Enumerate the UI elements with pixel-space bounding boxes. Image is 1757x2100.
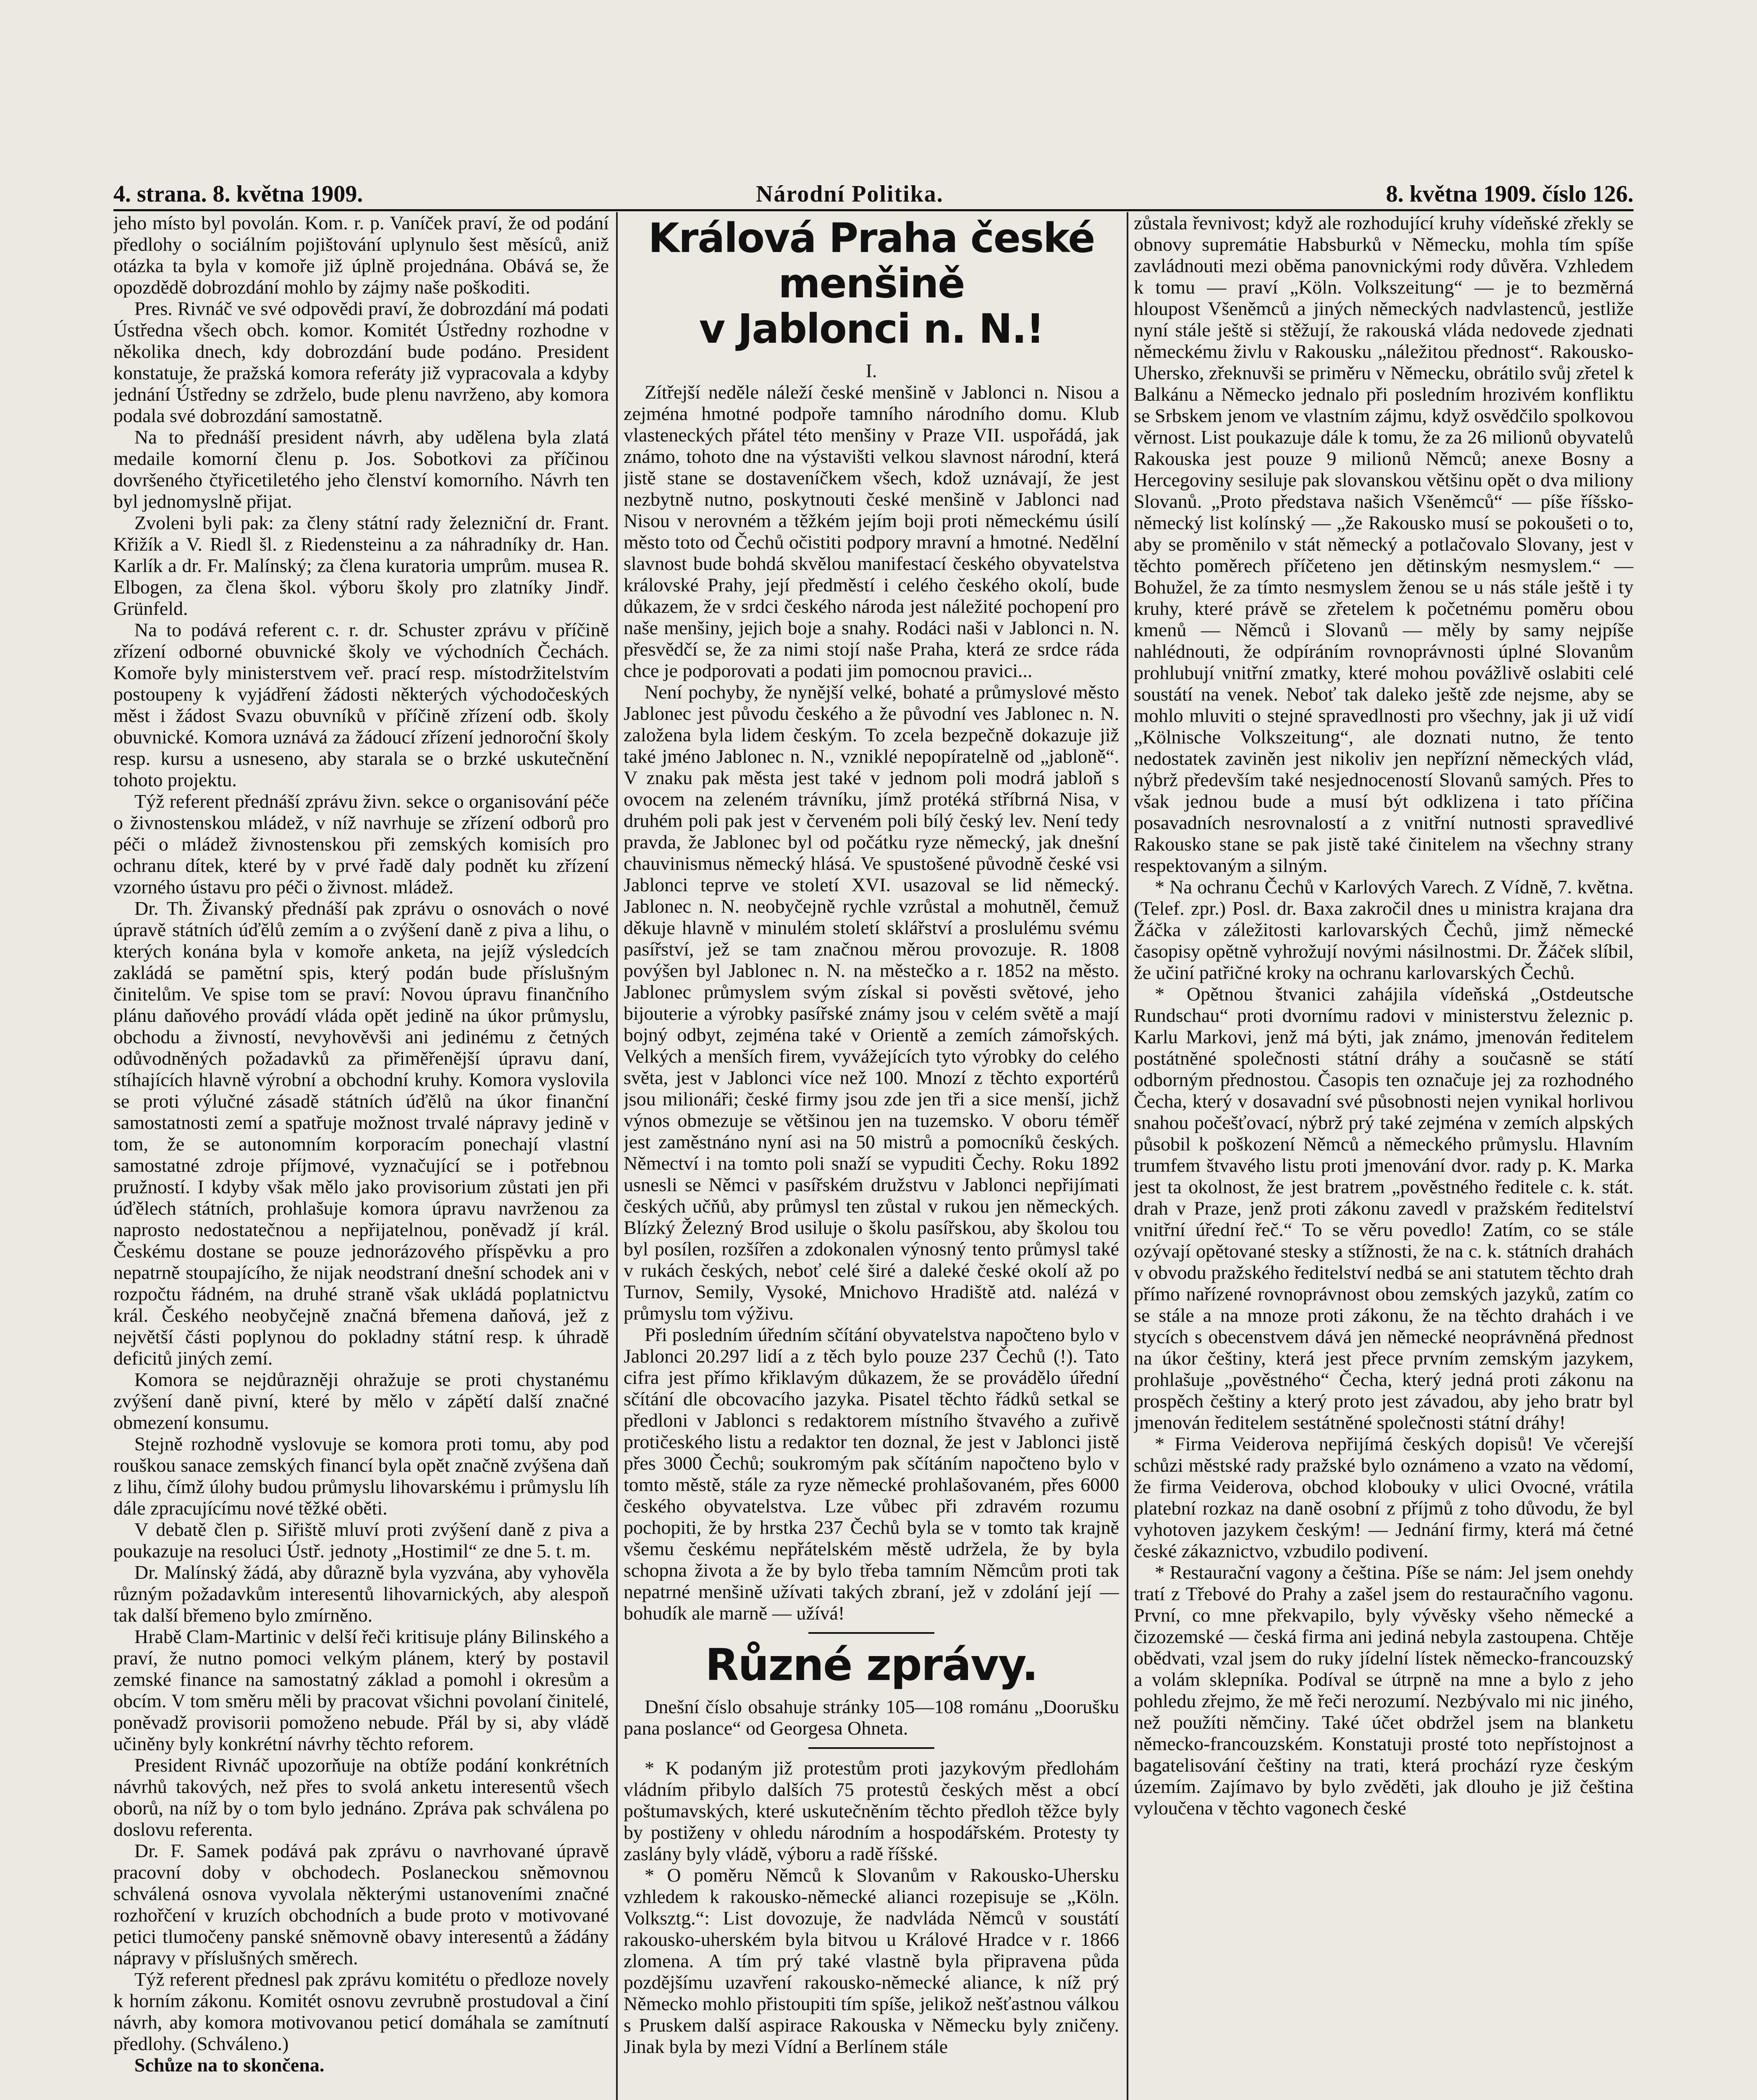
paragraph: Týž referent přednesl pak zprávu komitétu o předloze novely k horním zákonu. Komitét osnovu zevrubně prostudoval a činí návrh, aby komora motivovanou peticí domáhala se zamítnutí předlohy. (Schváleno.) — [113, 1969, 609, 2054]
paragraph: Dr. Malínský žádá, aby důrazně byla vyzvána, aby vyhověla různým požadavkům interesentů lihovarnických, aby alespoň tak další břemeno bylo zmírněno. — [113, 1562, 609, 1626]
paragraph: Není pochyby, že nynější velké, bohaté a průmyslové město Jablonec jest původu českého a že původní ves Jablonec n. N. založena byla lidem českým. To zcela bezpečně dokazuje již také jméno Jablonec n. N., vzniklé nepopíratelně od „jabloně“. V znaku pak města jest také v jednom poli modrá jabloň s ovocem na zeleném trávníku, jímž protéká stříbrná Nisa, v druhém poli pak jest v červeném poli bílý český lev. Není tedy pravda, že Jablonec byl od počátku ryze německý, jak dnešní chauvinismus německý hlásá. Ve spustošené původně české vsi Jablonci teprve ve století XVI. usazoval se lid německý. Jablonec n. N. neobyčejně rychle vzrůstal a mohutněl, čemuž děkuje hlavně v minulém století sklářství a proslulému svému pasířství, jež se tam značnou měrou provozuje. R. 1808 povýšen byl Jablonec n. N. na městečko a r. 1852 na město. Jablonec průmyslem svým získal si pověsti světové, jeho bijouterie a výrobky pasířské známy jsou v celém světě a mají bojný odbyt, zejména také v Orientě a zemích zámořských. Velkých a menších firem, vyvážejících tyto výrobky do celého světa, jest v Jablonci více než 100. Mnozí z těchto exportérů jsou milionáři; české firmy jsou zde jen tři a sice menší, jichž výnos obmezuje se většinou jen na tuzemsko. V oboru téměř jest zaměstnáno nyní asi na 50 mistrů a pomocníků českých. Němectví i na tomto poli snaží se vypuditi Čechy. Roku 1892 usnesli se Němci v pasířském družstvu v Jablonci nepřijímati českých učňů, aby průmysl ten zůstal v rukou jen německých. Blízký Železný Brod usiluje o školu pasířskou, aby školou tou byl posílen, rozšířen a zdokonalen výnosný tento průmysl také v rukách českých, neboť celé širé a daleké české okolí až po Turnov, Semily, Vysoké, Mnichovo Hradiště atd. nalézá v průmyslu tom výživu. — [624, 681, 1119, 1324]
column-divider-1 — [616, 212, 618, 2100]
paragraph: Dr. F. Samek podává pak zprávu o navrhované úpravě pracovní doby v obchodech. Poslaneckou sněmovnou schválená osnova vyvolala některými ustanoveními značné rozhořčení v kruzích obchodních a bude proto v motivované petici tlumočeny panské sněmovně obavy interesentů a žádány nápravy v příslušných směrech. — [113, 1840, 609, 1969]
paragraph: Týž referent přednáší zprávu živn. sekce o organisování péče o živnostenskou mládež, v níž navrhuje se zřízení odborů pro péči o mládež živnostenskou při zemských komisích pro ochranu dítek, které by v prvé řadě daly podnět ku zřízení vzorného ústavu pro péči o živnost. mládež. — [113, 790, 609, 898]
section-divider — [808, 1632, 934, 1634]
section-divider — [808, 1747, 934, 1749]
news-item: * Firma Veiderova nepřijímá českých dopisů! Ve včerejší schůzi městské rady pražské bylo oznámeno a vzato na vědomí, že firma Veiderova, obchod klobouky v ulici Ovocné, vrátila platební rozkaz na daně osobní z příjmů z toho důvodu, že byl vyhotoven jazykem českým! — Jednání firmy, která má četné české zákaznictvo, vzbudilo podivení. — [1134, 1433, 1634, 1562]
news-lead: Dnešní číslo obsahuje stránky 105—108 románu „Doorušku pana poslance“ od Georgesa Ohneta. — [624, 1696, 1119, 1739]
news-item: * Opětnou štvanici zahájila vídeňská „Ostdeutsche Rundschau“ proti dvornímu radovi v ministerstvu železnic p. Karlu Markovi, jenž má býti, jak známo, jmenován ředitelem postátněné společnosti státní dráhy a současně se státí odborným přednostou. Časopis ten označuje jej za rozhodného Čecha, který v dosavadní své působnosti nejen vynikal horlivou snahou počešťovací, nýbrž prý také zejména v zemích alpských působil k poškození Němců a německého průmyslu. Hlavním trumfem štvavého listu proti jmenování dvor. rady p. K. Marka jest ta okolnost, že jest bratrem „pověstného ředitele c. k. stát. drah v Praze, jenž proti zákonu zavedl v pražském ředitelství vnitřní úřední řeč.“ To se věru povedlo! Zatím, co se stále ozývají opětované stesky a stížnosti, že na c. k. státních drahách v obvodu pražského ředitelství nedbá se ani statutem těchto drah přímo nařízené rovnoprávnost obou zemských jazyků, zatím co se stále a na mnoze proti zákonu, že na těchto drahách i ve stycích s obecenstvem dává jen německé neoprávněná přednost na úkor češtiny, která jest přece prvním zemským jazykem, prohlašuje „pověstného“ Čecha, který jedná proti zákonu na prospěch češtiny a který proto jest závadou, aby jeho bratr byl jmenován ředitelem sestátněné společnosti státní dráhy! — [1134, 983, 1634, 1433]
news-section-title: Různé zprávy. — [705, 1639, 1038, 1690]
paragraph: Stejně rozhodně vyslovuje se komora proti tomu, aby pod rouškou sanace zemských financí byla opět značně zvýšena daň z lihu, čímž úlohy budou průmyslu lihovarskému i průmyslu líh dále zpracujícímu nové těžké oběti. — [113, 1433, 609, 1519]
paragraph: Komora se nejdůrazněji ohražuje se proti chystanému zvýšení daně pivní, které by mělo v zápětí další značné obmezení konsumu. — [113, 1369, 609, 1433]
paragraph: Dr. Th. Živanský přednáší pak zprávu o osnovách o nové úpravě státních úďělů zemím a o zvýšení daně z piva a lihu, o kterých konána byla v komoře anketa, na jejíž výsledcích zakládá se pamětní spis, který podán bude příslušným činitelům. Ve spise tom se praví: Novou úpravu finančního plánu daňového provádí vláda opět jedině na úkor průmyslu, obchodu a živností, nevyhověvši ani jedinému z četných odůvodněných požadavků za přiměřenější úpravu daní, stíhajících hlavně výrobní a obchodní kruhy. Komora vyslovila se proti výlučné zásadě státních úďělů na úkor finanční samostatnosti zemí a spatřuje možnost trvalé nápravy jedině v tom, že se autonomním korporacím ponechají vlastní samostatné zdroje příjmové, vyznačující se i potřebnou pružností. I kdyby však mělo jako provisorium zůstati jen při úďělech státních, prohlašuje komora úpravu navrženou za naprosto nedostatečnou a nepřijatelnou, poněvadž jí král. Českému dostane se pouze jednorázového příspěvku a pro nepatrně stoupajícího, že nijak neodstraní dnešní schodek ani v rozpočtu řádném, na druhé straně však ukládá poplatnictvu král. Českého neobyčejně značná břemena daňová, jež z největší části poplynou do pokladny státní resp. k úhradě deficitů jiných zemí. — [113, 898, 609, 1369]
running-header — [113, 176, 1634, 210]
paragraph: Zvoleni byli pak: za členy státní rady železniční dr. Frant. Křižík a V. Riedl šl. z Riedensteinu a za náhradníky dr. Han. Karlík a dr. Fr. Malínský; za člena kuratoria umprům. musea R. Elbogen, za člena škol. výboru školy pro zlatníky Jindř. Grünfeld. — [113, 512, 609, 619]
article-title-line-1: Králová Praha české menšině — [648, 215, 1095, 307]
paragraph: Zítřejší neděle náleží české menšině v Jablonci n. Nisou a zejména hmotné podpoře tamního národního domu. Klub vlasteneckých přátel této menšiny v Praze VII. uspořádá, jak známo, tohoto dne na výstavišti velkou slavnost národní, která jistě stane se dostaveníčkem všech, kdož uznávají, že jest nezbytně nutno, poskytnouti české menšině v Jablonci nad Nisou v nerovném a těžkém jejím boji proti německému úsilí město toto od Čechů očistiti podpory mravní a hmotné. Nedělní slavnost bude bohdá skvělou manifestací českého obyvatelstva královské Prahy, její předměstí i celého českého okolí, bude důkazem, že v srdci českého národa jest náležité pochopení pro naše menšiny, jejich boje a snahy. Rodáci naši v Jablonci n. N. přesvědčí se, že za nimi stojí naše Praha, která ze srdce ráda chce je podporovati a podati jim pomocnou pravici... — [624, 381, 1119, 681]
article-part-number: I. — [865, 360, 877, 381]
paragraph: jeho místo byl povolán. Kom. r. p. Vaníček praví, že od podání předlohy o sociálním pojištování uplynulo šest měsíců, aniž otázka ta byla v komoře již úplně projednána. Obává se, že opozdědě dobrozdání mohlo by zájmy naše poškoditi. — [113, 212, 609, 298]
news-item: * Restaurační vagony a čeština. Píše se nám: Jel jsem onehdy tratí z Třebové do Prahy a zašel jsem do restauračního vagonu. První, co mne překvapilo, byly vývěsky všeho německé a čizozemské — česká firma ani jediná nebyla zastoupena. Chtěje obědvati, vzal jsem do ruky jídelní lístek německo-francouzský a volám sklepníka. Podíval se útrpně na mne a bylo z jeho pohledu zřejmo, že mě řeči nerozumí. Nezbývalo mi nic jiného, než použíti němčiny. Také účet obdržel jsem na blanketu německo-francouzském. Konstatuji prosté toto nepřístojnost a bagatelisování češtiny na trati, která prochází ryze českým územím. Zajímavo by bylo zvěděti, jak dlouho je již čeština vyloučena v těchto vagonech české — [1134, 1562, 1634, 1819]
issue-number-date: 8. května 1909. číslo 126. — [1386, 181, 1634, 207]
closing-line: Schůze na to skončena. — [134, 2054, 325, 2076]
paragraph: Hrabě Clam-Martinic v delší řeči kritisuje plány Bilinského a praví, že nutno pomoci velkým plánem, který by postavil zemské finance na samostatný základ a pomohl i okresům a obcím. V tom směru měli by pracovat všichni povolaní činitelé, poněvadž provisorii pomoženo nebude. Přál by si, aby vládě učiněny byly konkrétní návrhy těchto reforem. — [113, 1626, 609, 1754]
column-divider-2 — [1127, 212, 1128, 2100]
header-rule — [113, 209, 1634, 211]
masthead-title: Národní Politika. — [756, 181, 944, 207]
column-1 — [113, 212, 609, 2100]
column-3 — [1134, 212, 1634, 2100]
paragraph: Pres. Rivnáč ve své odpovědi praví, že dobrozdání má podati Ústředna všech obch. komor. Komitét Ústředny rozhodne v několika dnech, kdy dobrozdání bude podáno. President konstatuje, že pražská komora referáty již vypracovala a kdyby jednání Ústředny se zdrželo, bude plenu navrženo, aby komora podala své dobrozdání samostatně. — [113, 298, 609, 426]
column-2 — [624, 212, 1119, 2100]
article-title — [624, 215, 1119, 352]
news-item: * Na ochranu Čechů v Karlových Varech. Z Vídně, 7. května. (Telef. zpr.) Posl. dr. Baxa zakročil dnes u ministra krajana dra Žáčka v záležitosti karlovarských Čechů, jimž německé časopisy opětně vyhrožují novými násilnostmi. Dr. Žáček slíbil, že učiní patřičné kroky na ochranu karlovarských Čechů. — [1134, 876, 1634, 983]
news-item: * K podaným již protestům proti jazykovým předlohám vládním přibylo dalších 75 protestů českých měst a obcí poštumavských, které uskutečněním těchto předloh těžce byly by postiženy v ohledu národním a hospodářském. Protesty ty zaslány byly vládě, výboru a radě říšské. — [624, 1757, 1119, 1864]
article-title-line-2: v Jablonci n. N.! — [699, 305, 1044, 352]
paragraph: Při posledním úředním sčítání obyvatelstva napočteno bylo v Jablonci 20.297 lidí a z těch bylo pouze 237 Čechů (!). Tato cifra jest přímo křiklavým důkazem, že se provádělo úřední sčítání dle obcovacího jazyka. Pisatel těchto řádků setkal se předloni v Jablonci s redaktorem místního štvavého a zuřivě protičeského listu a redaktor ten doznal, že jest v Jablonci jistě přes 3000 Čechů; soukromým pak sčítáním napočteno bylo v tomto městě, stále za ryze německé prohlašovaném, přes 6000 českého obyvatelstva. Lze vůbec při zdravém rozumu pochopiti, že by hrstka 237 Čechů byla se v tomto tak krajně všemu českému nepřátelském městě udržela, že by byla schopna života a že by bylo třeba tamním Němcům proti tak nepatrné menšině užívati takých zbraní, jež v zdolání její — bohudík ale marně — užívá! — [624, 1324, 1119, 1624]
paragraph: Na to podává referent c. r. dr. Schuster zprávu v příčině zřízení odborné obuvnické školy ve východních Čechách. Komoře byly ministerstvem veř. prací resp. místodržitelstvím postoupeny k vyjádření žádosti některých východočeských měst i žádost Svazu obuvníků v příčině zřízení odb. školy obuvnické. Komora uznává za žádoucí zřízení jednoroční školy resp. kursu a usneseno, aby starala se o brzké uskutečnění tohoto projektu. — [113, 619, 609, 790]
paragraph: zůstala řevnivost; když ale rozhodující kruhy vídeňské zřekly se obnovy supremátie Habsburků v Německu, mohla tím spíše zavládnouti mezi oběma panovnickými rody důvěra. Vzhledem k tomu — praví „Köln. Volkszeitung“ — je to bezměrná hloupost Všeněmců a jiných německých nadvlastenců, jestliže nyní stále ještě si stěžují, že rakouská vláda nedovede zjednati německému živlu v Rakousku „náležitou přednost“. Rakousko-Uhersko, zřeknuvši se priměru v Německu, obrátilo svůj zřetel k Balkánu a Německo jednalo při posledním hrozivém konfliktu se Srbskem jenom ve vlastním zájmu, když osvědčilo spolkovou věrnost. List poukazuje dále k tomu, že za 26 milionů obyvatelů Rakouska jest pouze 9 milionů Němců; anexe Bosny a Hercegoviny sesiluje pak slovanskou většinu opět o dva miliony Slovanů. „Proto představa našich Všeněmců“ — píše říšsko-německý list kolínský — „že Rakousko musí se pokoušeti o to, aby se proměnilo v stát německý a potlačovalo Slovany, jest v těchto poměrech příčeteno jen dětinským nesmyslem.“ — Bohužel, že za tímto nesmyslem ženou se u nás stále ještě i ty kruhy, které právě se zřetelem k početnému poměru obou kmenů — Němců i Slovanů — měly by samy nejpíše nahlédnouti, že odpíráním rovnoprávnosti úplné Slovanům prohlubují vnitřní zmatky, které mohou povážlivě oslabiti celé soustátí na venek. Neboť tak daleko ještě zde nejsme, aby se mohlo mluviti o stejné spravedlnosti pro všechny, jak ji už vidí „Kölnische Volkszeitung“, ale doznati nutno, že tento nedostatek zaviněn jest nikoliv jen nepřízní německých vlád, nýbrž především také nesjednoceností Slovanů samých. Přes to však jednou bude a musí být odklizena i tato příčina posavadních nesrovnalostí a z vnitřní nutnosti spravedlivé Rakousko stane se pak jistě také činitelem na všechny strany respektovaným a silným. — [1134, 212, 1634, 876]
news-item: * O poměru Němců k Slovanům v Rakousko-Uhersku vzhledem k rakousko-německé alianci rozepisuje se „Köln. Volksztg.“: List dovozuje, že nadvláda Němců v soustátí rakousko-uherském byla bitvou u Králové Hradce v r. 1866 zlomena. A tím prý také vlastně byla připravena půda pozdějšímu uzavření rakousko-německé aliance, k níž prý Německo mohlo přistoupiti tím spíše, jelikož nešťastnou válkou s Pruskem další aspirace Rakouska v Německu byly zničeny. Jinak byla by mezi Vídní a Berlínem stále — [624, 1864, 1119, 2057]
page-number-date: 4. strana. 8. května 1909. — [113, 181, 363, 207]
paragraph: President Rivnáč upozorňuje na obtíže podání konkrétních návrhů takových, než přes to svolá anketu interesentů všech oborů, na níž by o tom bylo jednáno. Zpráva pak schválena po doslovu referenta. — [113, 1754, 609, 1840]
paragraph: V debatě člen p. Siřiště mluví proti zvýšení daně z piva a poukazuje na resoluci Ústř. jednoty „Hostimil“ ze dne 5. t. m. — [113, 1519, 609, 1562]
paragraph: Na to přednáší president návrh, aby udělena byla zlatá medaile komorní členu p. Jos. Sobotkovi za příčinou dovršeného čtyřicetiletého jeho členství komorního. Návrh ten byl jednomyslně přijat. — [113, 426, 609, 512]
